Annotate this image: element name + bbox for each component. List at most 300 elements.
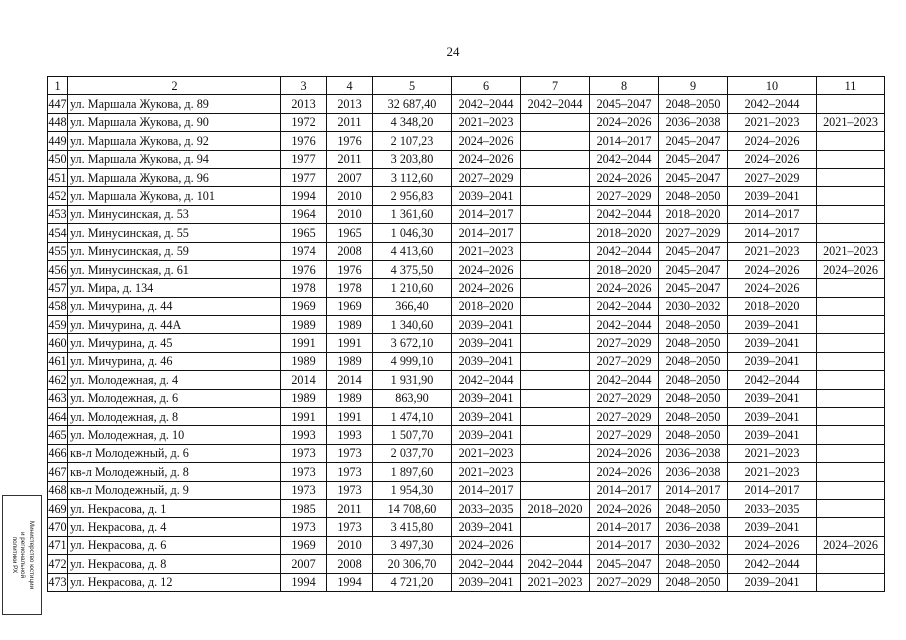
table-cell: 1 210,60 [373, 279, 452, 297]
table-cell: 1993 [327, 426, 373, 444]
table-cell: 20 306,70 [373, 555, 452, 573]
table-cell: 453 [48, 205, 68, 223]
table-cell: 467 [48, 463, 68, 481]
table-cell: 2024–2026 [590, 168, 659, 186]
table-cell: 2021–2023 [728, 113, 817, 131]
table-cell: 1969 [281, 536, 327, 554]
table-cell [817, 518, 885, 536]
table-cell: 1973 [281, 444, 327, 462]
table-cell: 470 [48, 518, 68, 536]
table-cell: ул. Некрасова, д. 4 [68, 518, 281, 536]
table-cell: 472 [48, 555, 68, 573]
table-cell: ул. Некрасова, д. 12 [68, 573, 281, 591]
table-cell: 2014–2017 [659, 481, 728, 499]
table-cell: 458 [48, 297, 68, 315]
table-cell: 2024–2026 [590, 499, 659, 517]
table-cell [817, 224, 885, 242]
table-row [48, 555, 885, 573]
table-cell: 457 [48, 279, 68, 297]
table-cell [521, 279, 590, 297]
housing-table [47, 76, 885, 592]
table-row [48, 205, 885, 223]
table-cell: 2045–2047 [659, 260, 728, 278]
table-row [48, 371, 885, 389]
table-cell: 2039–2041 [728, 518, 817, 536]
table-cell: 1976 [327, 260, 373, 278]
table-cell [817, 205, 885, 223]
table-cell: 2014–2017 [728, 224, 817, 242]
table-cell: 2039–2041 [452, 316, 521, 334]
table-cell: ул. Минусинская, д. 59 [68, 242, 281, 260]
table-cell: 1989 [281, 316, 327, 334]
table-cell: 2039–2041 [728, 389, 817, 407]
table-row [48, 518, 885, 536]
column-header: 1 [48, 77, 68, 95]
table-row [48, 150, 885, 168]
table-cell [817, 499, 885, 517]
table-row [48, 297, 885, 315]
table-cell: 2 956,83 [373, 187, 452, 205]
table-cell: 2018–2020 [659, 205, 728, 223]
table-cell [817, 352, 885, 370]
table-cell: 2008 [327, 242, 373, 260]
table-cell: 1978 [281, 279, 327, 297]
table-cell: 2045–2047 [659, 132, 728, 150]
table-cell: 473 [48, 573, 68, 591]
table-cell: 1973 [281, 463, 327, 481]
table-cell: 463 [48, 389, 68, 407]
table-cell: 2027–2029 [590, 389, 659, 407]
table-row [48, 260, 885, 278]
table-cell: 2039–2041 [728, 408, 817, 426]
table-cell: 3 112,60 [373, 168, 452, 186]
table-cell: 448 [48, 113, 68, 131]
table-cell: ул. Некрасова, д. 6 [68, 536, 281, 554]
table-cell: 2048–2050 [659, 316, 728, 334]
table-cell [817, 573, 885, 591]
table-cell: 2027–2029 [590, 352, 659, 370]
table-cell: 2042–2044 [452, 555, 521, 573]
table-cell: ул. Минусинская, д. 53 [68, 205, 281, 223]
table-cell: 2030–2032 [659, 536, 728, 554]
stamp-line: политики РХ [10, 536, 18, 574]
table-cell: 1994 [327, 573, 373, 591]
table-cell: 2011 [327, 499, 373, 517]
table-cell: 454 [48, 224, 68, 242]
table-cell: ул. Маршала Жукова, д. 92 [68, 132, 281, 150]
table-cell: 1991 [327, 408, 373, 426]
table-cell: 1973 [327, 444, 373, 462]
table-cell: 2018–2020 [590, 260, 659, 278]
table-cell: 2024–2026 [817, 260, 885, 278]
table-cell: 2039–2041 [728, 573, 817, 591]
table-cell [817, 555, 885, 573]
table-cell [817, 481, 885, 499]
table-cell: 2008 [327, 555, 373, 573]
table-cell [817, 297, 885, 315]
table-cell: 2018–2020 [728, 297, 817, 315]
table-cell: 1989 [327, 389, 373, 407]
table-cell [521, 536, 590, 554]
table-cell: 2024–2026 [452, 279, 521, 297]
table-cell: 450 [48, 150, 68, 168]
table-cell: 1991 [327, 334, 373, 352]
table-cell: 2027–2029 [659, 224, 728, 242]
table-cell: 2039–2041 [452, 408, 521, 426]
table-cell: 2033–2035 [452, 499, 521, 517]
table-cell: 2048–2050 [659, 371, 728, 389]
table-cell: 471 [48, 536, 68, 554]
table-cell: 14 708,60 [373, 499, 452, 517]
table-cell: 1989 [327, 352, 373, 370]
table-cell: 2014–2017 [452, 481, 521, 499]
table-cell [521, 168, 590, 186]
table-cell: 4 413,60 [373, 242, 452, 260]
table-cell: 2014–2017 [728, 481, 817, 499]
table-cell: 2039–2041 [452, 389, 521, 407]
table-cell: 1991 [281, 334, 327, 352]
table-row [48, 463, 885, 481]
table-cell: 2014 [281, 371, 327, 389]
table-cell: 2024–2026 [452, 260, 521, 278]
table-cell [817, 316, 885, 334]
table-row [48, 187, 885, 205]
table-cell: 2014–2017 [728, 205, 817, 223]
table-cell: 1977 [281, 150, 327, 168]
table-cell [817, 426, 885, 444]
table-cell: 2042–2044 [728, 371, 817, 389]
table-cell: 2039–2041 [728, 334, 817, 352]
table-cell: ул. Мира, д. 134 [68, 279, 281, 297]
table-cell: 2021–2023 [452, 113, 521, 131]
table-cell: 2010 [327, 536, 373, 554]
table-cell: 2033–2035 [728, 499, 817, 517]
table-cell: 1969 [281, 297, 327, 315]
table-cell [521, 444, 590, 462]
table-cell: 2014–2017 [590, 132, 659, 150]
table-cell: 2048–2050 [659, 334, 728, 352]
table-row [48, 444, 885, 462]
table-cell: 2024–2026 [728, 536, 817, 554]
table-row [48, 224, 885, 242]
table-cell: ул. Минусинская, д. 55 [68, 224, 281, 242]
table-cell: 2048–2050 [659, 573, 728, 591]
table-cell: 2036–2038 [659, 113, 728, 131]
table-cell: 1965 [327, 224, 373, 242]
stamp-line: и региональной [19, 531, 27, 579]
table-cell: 2011 [327, 150, 373, 168]
table-cell: ул. Молодежная, д. 8 [68, 408, 281, 426]
table-cell: ул. Молодежная, д. 10 [68, 426, 281, 444]
table-cell: 1973 [281, 518, 327, 536]
table-cell: 2024–2026 [590, 444, 659, 462]
table-cell: 2042–2044 [590, 297, 659, 315]
table-cell [521, 426, 590, 444]
table-cell: 2039–2041 [452, 573, 521, 591]
table-cell [521, 352, 590, 370]
table-cell: 4 375,50 [373, 260, 452, 278]
table-cell: 2045–2047 [659, 279, 728, 297]
stamp-line: Министерство юстиции [27, 520, 35, 590]
registration-stamp [2, 495, 42, 615]
table-cell [817, 95, 885, 113]
table-cell: ул. Маршала Жукова, д. 101 [68, 187, 281, 205]
table-cell: 2007 [281, 555, 327, 573]
table-cell: 469 [48, 499, 68, 517]
table-cell: кв-л Молодежный, д. 6 [68, 444, 281, 462]
table-cell [521, 132, 590, 150]
table-cell: 461 [48, 352, 68, 370]
table-cell: 2007 [327, 168, 373, 186]
table-cell: 2042–2044 [590, 150, 659, 168]
table-cell [817, 463, 885, 481]
table-cell: 2 037,70 [373, 444, 452, 462]
table-cell: 2018–2020 [521, 499, 590, 517]
table-cell: 2024–2026 [452, 536, 521, 554]
table-row [48, 168, 885, 186]
column-header: 3 [281, 77, 327, 95]
table-cell: 863,90 [373, 389, 452, 407]
table-cell: 2027–2029 [452, 168, 521, 186]
table-cell: 2039–2041 [728, 352, 817, 370]
table-cell: 2048–2050 [659, 187, 728, 205]
table-cell [521, 389, 590, 407]
table-cell: 2021–2023 [452, 463, 521, 481]
table-cell [817, 132, 885, 150]
table-cell: 1976 [281, 132, 327, 150]
table-cell: 2024–2026 [590, 463, 659, 481]
table-row [48, 389, 885, 407]
table-cell: 2024–2026 [728, 132, 817, 150]
table-cell: 1 507,70 [373, 426, 452, 444]
table-cell: 459 [48, 316, 68, 334]
table-cell: 2030–2032 [659, 297, 728, 315]
table-cell: 1994 [281, 187, 327, 205]
table-cell: 1964 [281, 205, 327, 223]
table-cell [521, 371, 590, 389]
column-header: 6 [452, 77, 521, 95]
table-cell: 447 [48, 95, 68, 113]
table-cell: 2045–2047 [590, 95, 659, 113]
column-header: 7 [521, 77, 590, 95]
table-cell: 2014–2017 [590, 536, 659, 554]
table-cell: 1 361,60 [373, 205, 452, 223]
table-cell: 2021–2023 [728, 463, 817, 481]
table-cell: 1 954,30 [373, 481, 452, 499]
table-cell: 2027–2029 [590, 334, 659, 352]
table-cell: 2 107,23 [373, 132, 452, 150]
table-cell: 2042–2044 [452, 95, 521, 113]
table-cell: 366,40 [373, 297, 452, 315]
table-cell: 2039–2041 [452, 334, 521, 352]
table-cell: 2048–2050 [659, 352, 728, 370]
table-cell: 1 897,60 [373, 463, 452, 481]
table-cell: ул. Мичурина, д. 46 [68, 352, 281, 370]
table-cell: 3 415,80 [373, 518, 452, 536]
table-cell: 2042–2044 [590, 371, 659, 389]
table-row [48, 132, 885, 150]
table-cell: 2024–2026 [590, 113, 659, 131]
table-cell: 4 348,20 [373, 113, 452, 131]
table-cell: 2048–2050 [659, 499, 728, 517]
table-cell: 2042–2044 [590, 316, 659, 334]
table-cell: 2014–2017 [590, 518, 659, 536]
table-cell: 2039–2041 [452, 518, 521, 536]
table-cell: 2021–2023 [728, 242, 817, 260]
table-cell [817, 150, 885, 168]
table-cell: 2010 [327, 187, 373, 205]
table-cell [817, 168, 885, 186]
table-cell: 2048–2050 [659, 95, 728, 113]
table-cell: 2014 [327, 371, 373, 389]
table-cell: 2045–2047 [659, 168, 728, 186]
table-cell: 1 046,30 [373, 224, 452, 242]
table-cell: 2018–2020 [590, 224, 659, 242]
table-cell: 1973 [327, 463, 373, 481]
table-cell: 2039–2041 [728, 187, 817, 205]
table-cell: 2045–2047 [590, 555, 659, 573]
table-cell: 1969 [327, 297, 373, 315]
column-header: 4 [327, 77, 373, 95]
table-cell: 2021–2023 [521, 573, 590, 591]
table-cell: 2024–2026 [728, 260, 817, 278]
table-cell: 2021–2023 [452, 242, 521, 260]
table-cell: 1973 [327, 481, 373, 499]
table-row [48, 536, 885, 554]
table-cell [817, 444, 885, 462]
table-cell [521, 187, 590, 205]
table-cell: 2039–2041 [452, 352, 521, 370]
table-cell: 1993 [281, 426, 327, 444]
table-cell: 2036–2038 [659, 518, 728, 536]
table-cell [521, 150, 590, 168]
table-cell: 465 [48, 426, 68, 444]
table-cell: 2024–2026 [590, 279, 659, 297]
table-row [48, 95, 885, 113]
table-cell: ул. Мичурина, д. 45 [68, 334, 281, 352]
table-cell [521, 224, 590, 242]
table-cell: 449 [48, 132, 68, 150]
table-cell: 2045–2047 [659, 242, 728, 260]
table-cell [817, 334, 885, 352]
table-cell: 2036–2038 [659, 463, 728, 481]
table-cell [521, 518, 590, 536]
table-cell: 2027–2029 [590, 187, 659, 205]
table-cell: ул. Некрасова, д. 8 [68, 555, 281, 573]
table-cell: ул. Маршала Жукова, д. 96 [68, 168, 281, 186]
table-cell: 2024–2026 [452, 150, 521, 168]
table-row [48, 408, 885, 426]
table-cell: 2042–2044 [728, 95, 817, 113]
table-cell: 2024–2026 [728, 150, 817, 168]
table-cell: 1989 [281, 389, 327, 407]
table-cell: 2021–2023 [817, 242, 885, 260]
table-cell [521, 205, 590, 223]
table-cell: 2048–2050 [659, 408, 728, 426]
table-cell: 2011 [327, 113, 373, 131]
table-cell: кв-л Молодежный, д. 8 [68, 463, 281, 481]
table-row [48, 279, 885, 297]
table-cell: 2010 [327, 205, 373, 223]
table-cell: 2042–2044 [590, 205, 659, 223]
table-cell: 468 [48, 481, 68, 499]
table-cell: 452 [48, 187, 68, 205]
table-cell: 2014–2017 [452, 224, 521, 242]
table-cell: 1974 [281, 242, 327, 260]
table-cell: 2021–2023 [452, 444, 521, 462]
table-cell [521, 481, 590, 499]
stamp-text [9, 496, 35, 614]
table-cell: 2024–2026 [452, 132, 521, 150]
table-cell [521, 297, 590, 315]
table-cell: 464 [48, 408, 68, 426]
table-cell: ул. Молодежная, д. 6 [68, 389, 281, 407]
table-cell: 1991 [281, 408, 327, 426]
table-cell: 460 [48, 334, 68, 352]
table-row [48, 499, 885, 517]
table-cell: 1973 [281, 481, 327, 499]
table-cell: 462 [48, 371, 68, 389]
table-cell [817, 371, 885, 389]
column-header: 8 [590, 77, 659, 95]
table-cell: ул. Минусинская, д. 61 [68, 260, 281, 278]
table-row [48, 113, 885, 131]
column-header: 5 [373, 77, 452, 95]
table-cell: 3 672,10 [373, 334, 452, 352]
table-cell: 1 931,90 [373, 371, 452, 389]
table-cell: 2027–2029 [590, 408, 659, 426]
table-row [48, 426, 885, 444]
table-cell: ул. Мичурина, д. 44 [68, 297, 281, 315]
table-cell [521, 113, 590, 131]
table-row [48, 481, 885, 499]
table-cell: 1976 [281, 260, 327, 278]
table-cell [521, 408, 590, 426]
table-cell: 2021–2023 [817, 113, 885, 131]
table-row [48, 242, 885, 260]
table-cell [521, 316, 590, 334]
table-cell: 2048–2050 [659, 555, 728, 573]
table-cell: 2014–2017 [452, 205, 521, 223]
column-header: 10 [728, 77, 817, 95]
table-cell: 2013 [281, 95, 327, 113]
table-cell: 1 474,10 [373, 408, 452, 426]
table-cell: 1994 [281, 573, 327, 591]
table-cell [817, 389, 885, 407]
table-cell: 2027–2029 [590, 426, 659, 444]
table-cell: 1977 [281, 168, 327, 186]
table-cell: 2042–2044 [728, 555, 817, 573]
table-row [48, 573, 885, 591]
table-cell: ул. Маршала Жукова, д. 89 [68, 95, 281, 113]
table-cell: 1985 [281, 499, 327, 517]
table-row [48, 352, 885, 370]
table-cell: ул. Маршала Жукова, д. 90 [68, 113, 281, 131]
table-cell [817, 187, 885, 205]
table-cell: 2039–2041 [452, 187, 521, 205]
table-cell [817, 408, 885, 426]
table-cell: ул. Маршала Жукова, д. 94 [68, 150, 281, 168]
table-cell [521, 463, 590, 481]
table-cell: 2042–2044 [590, 242, 659, 260]
table-cell: 2039–2041 [728, 426, 817, 444]
table-cell: 1989 [327, 316, 373, 334]
table-cell: 2048–2050 [659, 389, 728, 407]
table-cell: 1989 [281, 352, 327, 370]
table-cell: 2027–2029 [590, 573, 659, 591]
table-cell: кв-л Молодежный, д. 9 [68, 481, 281, 499]
table-cell: 2024–2026 [728, 279, 817, 297]
